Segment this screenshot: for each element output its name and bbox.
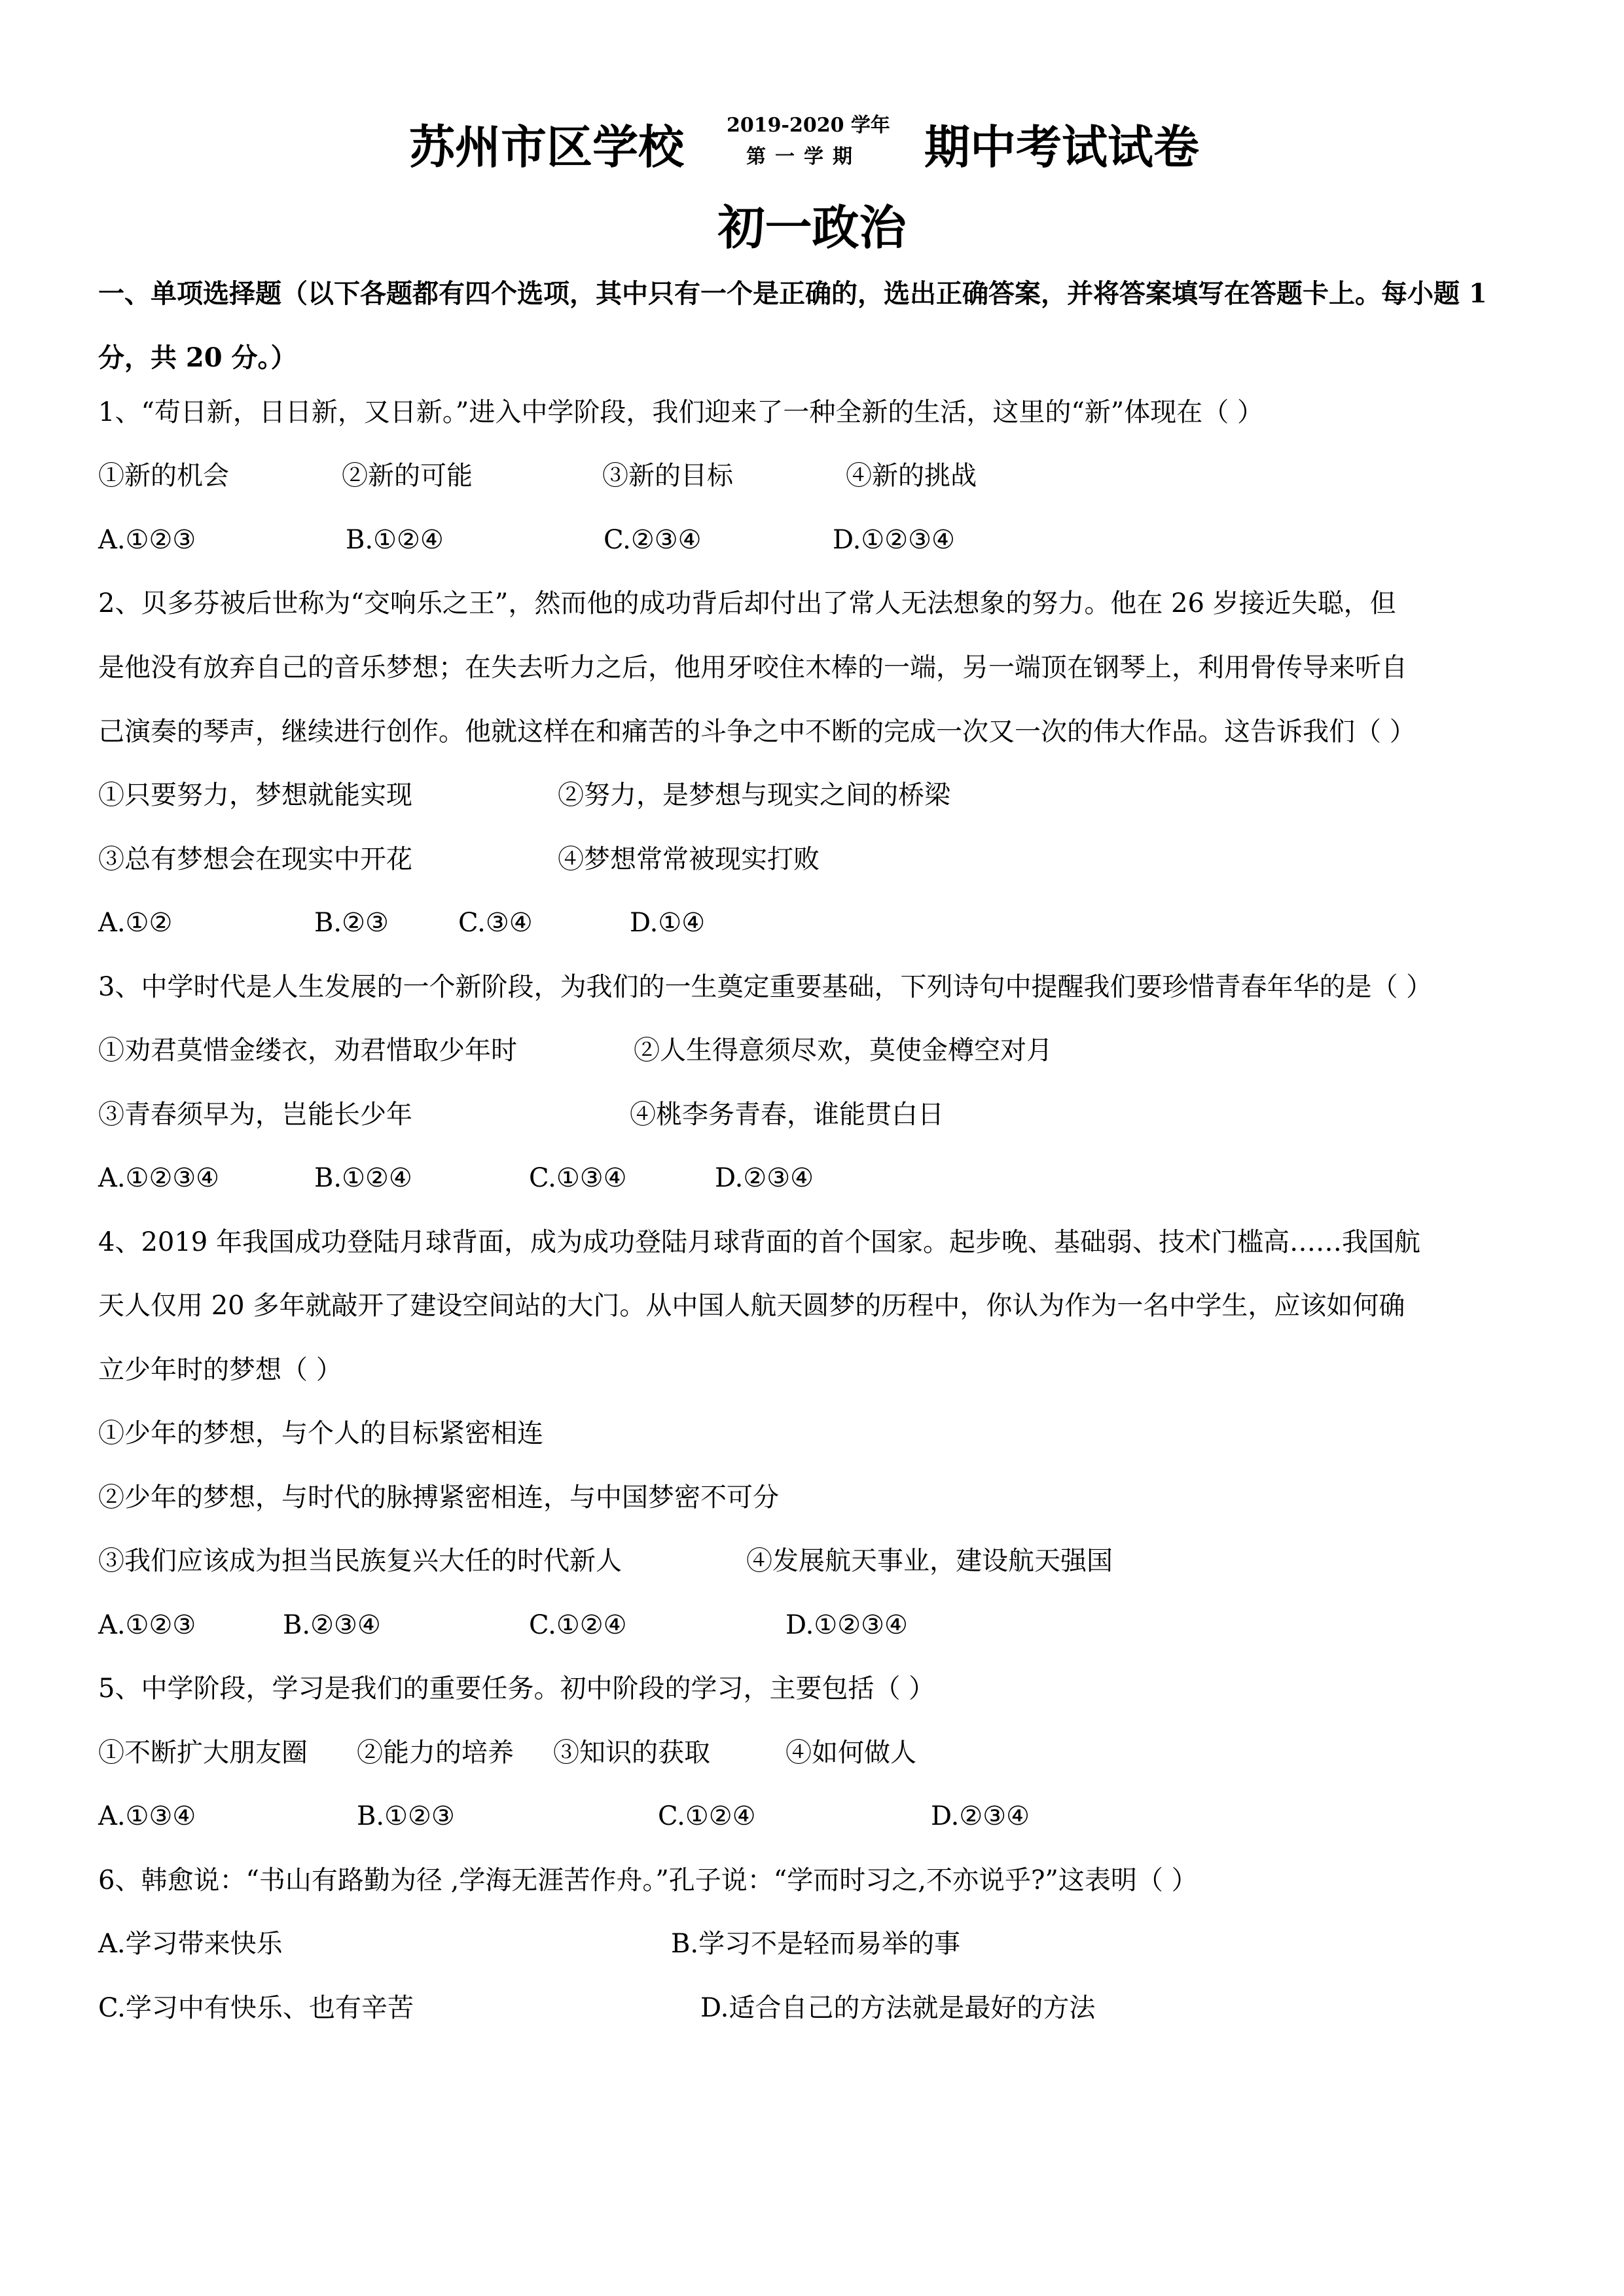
- q4-option-d: D.①②③④: [785, 1610, 908, 1640]
- q6-option-a: A.学习带来快乐: [98, 1929, 283, 1959]
- school-year: 2019-2020 学年: [727, 114, 890, 137]
- school-term: 第一学期: [746, 145, 861, 168]
- q4-item-3: ③我们应该成为担当民族复兴大任的时代新人: [98, 1546, 622, 1576]
- question-1-stem: 1、“苟日新，日日新，又日新。”进入中学阶段，我们迎来了一种全新的生活，这里的“新”体现在（ ）: [98, 397, 1263, 427]
- q1-item-3: ③新的目标: [602, 461, 733, 491]
- q3-option-a: A.①②③④: [98, 1163, 220, 1193]
- q3-option-b: B.①②④: [314, 1163, 412, 1193]
- q5-item-2: ②能力的培养: [357, 1738, 514, 1768]
- school-name: 苏州市区学校: [409, 120, 684, 174]
- q3-item-1: ①劝君莫惜金缕衣，劝君惜取少年时: [98, 1035, 517, 1066]
- q4-item-2: ②少年的梦想，与时代的脉搏紧密相连，与中国梦密不可分: [98, 1482, 779, 1513]
- q1-option-c: C.②③④: [604, 525, 702, 555]
- question-4-stem-line-2: 天人仅用 20 多年就敲开了建设空间站的大门。从中国人航天圆梦的历程中，你认为作为一名中学生，应该如何确: [98, 1291, 1405, 1321]
- q3-option-d: D.②③④: [715, 1163, 814, 1193]
- q2-item-2: ②努力，是梦想与现实之间的桥梁: [558, 780, 950, 810]
- question-5-stem: 5、中学阶段，学习是我们的重要任务。初中阶段的学习，主要包括（ ）: [98, 1674, 935, 1704]
- q3-item-3: ③青春须早为，岂能长少年: [98, 1100, 412, 1130]
- q1-option-b: B.①②④: [346, 525, 444, 555]
- q5-item-1: ①不断扩大朋友圈: [98, 1738, 308, 1768]
- q2-option-a: A.①②: [98, 908, 173, 938]
- q5-option-d: D.②③④: [931, 1801, 1030, 1831]
- question-4-stem-line-1: 4、2019 年我国成功登陆月球背面，成为成功登陆月球背面的首个国家。起步晚、基础弱、技术门槛高……我国航: [98, 1227, 1420, 1257]
- q1-item-2: ②新的可能: [342, 461, 473, 491]
- q4-item-1: ①少年的梦想，与个人的目标紧密相连: [98, 1418, 543, 1448]
- section-heading: 一、单项选择题（以下各题都有四个选项，其中只有一个是正确的，选出正确答案，并将答案填写在答题卡上。每小题 1 分，共 20 分。）: [98, 278, 1487, 373]
- q1-item-4: ④新的挑战: [846, 461, 977, 491]
- q6-option-d: D.适合自己的方法就是最好的方法: [700, 1993, 1096, 2023]
- exam-title: [0, 110, 1624, 195]
- q3-item-2: ②人生得意须尽欢，莫使金樽空对月: [634, 1035, 1053, 1066]
- q4-option-c: C.①②④: [529, 1610, 627, 1640]
- question-6-stem: 6、韩愈说：“书山有路勤为径 ,学海无涯苦作舟。”孔子说：“学而时习之,不亦说乎?”这表明（ ）: [98, 1865, 1198, 1895]
- q5-option-b: B.①②③: [357, 1801, 455, 1831]
- q5-item-3: ③知识的获取: [553, 1738, 710, 1768]
- q2-option-b: B.②③: [314, 908, 389, 938]
- q5-option-c: C.①②④: [658, 1801, 756, 1831]
- q4-option-a: A.①②③: [98, 1610, 196, 1640]
- q3-item-4: ④桃李务青春，谁能贯白日: [630, 1100, 944, 1130]
- q3-option-c: C.①③④: [529, 1163, 627, 1193]
- q4-option-b: B.②③④: [283, 1610, 381, 1640]
- q1-item-1: ①新的机会: [98, 461, 229, 491]
- q1-option-d: D.①②③④: [833, 525, 955, 555]
- subject-title: 初一政治: [717, 200, 907, 255]
- question-2-stem-line-3: 己演奏的琴声，继续进行创作。他就这样在和痛苦的斗争之中不断的完成一次又一次的伟大作品。这告诉我们（ ）: [98, 717, 1416, 747]
- question-2-stem-line-1: 2、贝多芬被后世称为“交响乐之王”，然而他的成功背后却付出了常人无法想象的努力。他在 26 岁接近失聪，但: [98, 588, 1396, 619]
- q2-option-d: D.①④: [630, 908, 706, 938]
- q2-item-3: ③总有梦想会在现实中开花: [98, 844, 412, 874]
- q6-option-c: C.学习中有快乐、也有辛苦: [98, 1993, 414, 2023]
- question-3-stem: 3、中学时代是人生发展的一个新阶段，为我们的一生奠定重要基础，下列诗句中提醒我们要珍惜青春年华的是（ ）: [98, 972, 1433, 1002]
- question-4-stem-line-3: 立少年时的梦想（ ）: [98, 1355, 342, 1385]
- question-2-stem-line-2: 是他没有放弃自己的音乐梦想；在失去听力之后，他用牙咬住木棒的一端，另一端顶在钢琴上，利用骨传导来听自: [98, 653, 1407, 683]
- q4-item-4: ④发展航天事业，建设航天强国: [746, 1546, 1113, 1576]
- q2-option-c: C.③④: [458, 908, 533, 938]
- q2-item-1: ①只要努力，梦想就能实现: [98, 780, 412, 810]
- q6-option-b: B.学习不是轻而易举的事: [671, 1929, 961, 1959]
- q1-option-a: A.①②③: [98, 525, 196, 555]
- q5-item-4: ④如何做人: [785, 1738, 916, 1768]
- q2-item-4: ④梦想常常被现实打败: [558, 844, 820, 874]
- q5-option-a: A.①③④: [98, 1801, 196, 1831]
- exam-name: 期中考试试卷: [924, 120, 1199, 174]
